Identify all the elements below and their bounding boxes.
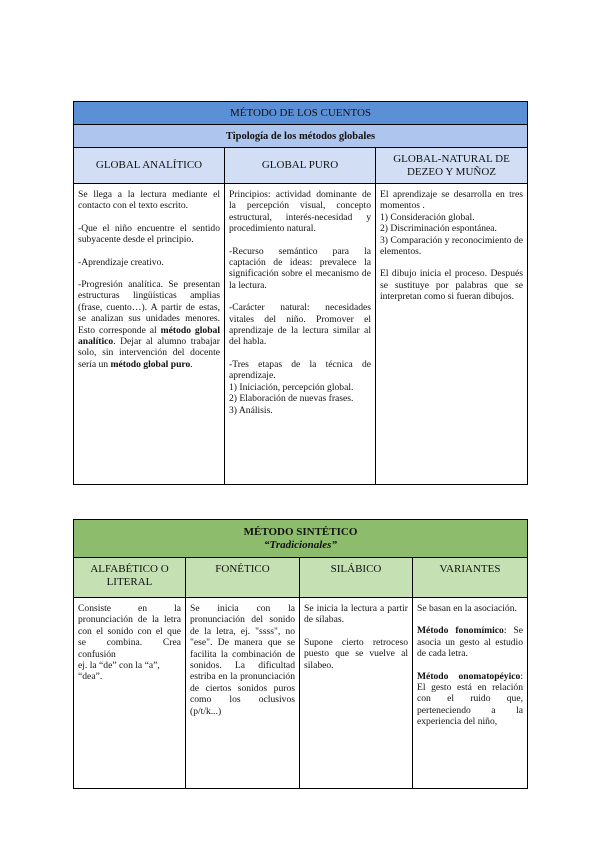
list-item: 2) Discriminación espontánea. [380,223,497,235]
paragraph: Supone cierto retroceso puesto que se vuelve al silabeo. [304,636,408,671]
synthetic-methods-table [73,519,528,789]
paragraph: Método fonomímico: Se asocia un gesto al estudio de cada letra. [417,625,523,660]
paragraph: El dibujo inicia el proceso. Después se sustituye por palabras que se interpretan como si fueran dibujos. [380,268,523,303]
column-header-silabico: SILÁBICO [300,558,413,598]
global-analitico-cell [74,184,225,485]
list-item: 3) Análisis. [229,404,273,416]
paragraph: Se llega a la lectura mediante el contacto con el texto escrito. [78,189,220,212]
paragraph: Se inicia con la pronunciación del sonido de la letra, ej. "ssss", no "ese". De manera que se facilita la combinación de sonidos. La dificultad estriba en la pronunciación de ciertos sonidos puros como los oclusivos (p/t/k...) [190,603,295,717]
list-item: 1) Iniciación, percepción global. [229,381,354,393]
column-header-global-puro: GLOBAL PURO [225,148,376,184]
list-item: 1) Consideración global. [380,211,475,223]
table1-subtitle: Tipología de los métodos globales [74,125,528,148]
alfabetico-cell [74,598,186,789]
silabico-cell [300,598,413,789]
list-item: 3) Comparación y reconocimiento de elementos. [380,234,523,258]
paragraph: Se basan en la asociación. [417,603,517,614]
global-natural-cell [376,184,528,485]
table2-title [74,520,528,558]
fonetico-cell [186,598,300,789]
column-header-global-natural: GLOBAL-NATURAL DE DEZEO Y MUÑOZ [376,148,528,184]
paragraph: -Aprendizaje creativo. [78,256,164,268]
table2-subtitle: “Tradicionales” [264,538,337,551]
global-methods-table [73,101,528,485]
column-header-alfabetico: ALFABÉTICO O LITERAL [74,558,186,598]
list-item: 2) Elaboración de nuevas frases. [229,393,354,405]
paragraph: ej. la “de” con la “a”, “dea”. [78,660,160,683]
paragraph: Método onomatopéyico: El gesto está en relación con el ruido que, perteneciendo a la experiencia del niño, [417,670,523,728]
column-header-variantes: VARIANTES [413,558,528,598]
paragraph: -Que el niño encuentre el sentido subyacente desde el principio. [78,222,220,246]
paragraph: -Tres etapas de la técnica de aprendizaje. [229,358,371,382]
paragraph: -Carácter natural: necesidades vitales del niño. Promover el aprendizaje de la lectura similar al del habla. [229,302,371,348]
paragraph: El aprendizaje se desarrolla en tres momentos . [380,189,523,212]
paragraph: Se inicia la lectura a partir de sílabas. [304,603,408,626]
table1-title: MÉTODO DE LOS CUENTOS [74,102,528,125]
paragraph: -Progresión analítica. Se presentan estructuras lingüísticas amplias (frase, cuento…). A partir de estas, se analizan sus unidades menores. Esto corresponde al método global analítico. Dejar al alumno trabajar solo, sin intervención del docente sería un método global puro. [78,279,220,370]
paragraph: Consiste en la pronunciación de la letra con el sonido con el que se combina. Crea confusión [78,603,181,660]
variantes-cell [413,598,528,789]
column-header-global-analitico: GLOBAL ANALÍTICO [74,148,225,184]
paragraph: -Recurso semántico para la captación de ideas: prevalece la significación sobre el mecanismo de la lectura. [229,245,371,291]
global-puro-cell [225,184,376,485]
column-header-fonetico: FONÉTICO [186,558,300,598]
paragraph: Principios: actividad dominante de la percepción visual, concepto estructural, interés-necesidad y procedimiento natural. [229,189,371,235]
table2-title-text: MÉTODO SINTÉTICO [243,525,358,538]
